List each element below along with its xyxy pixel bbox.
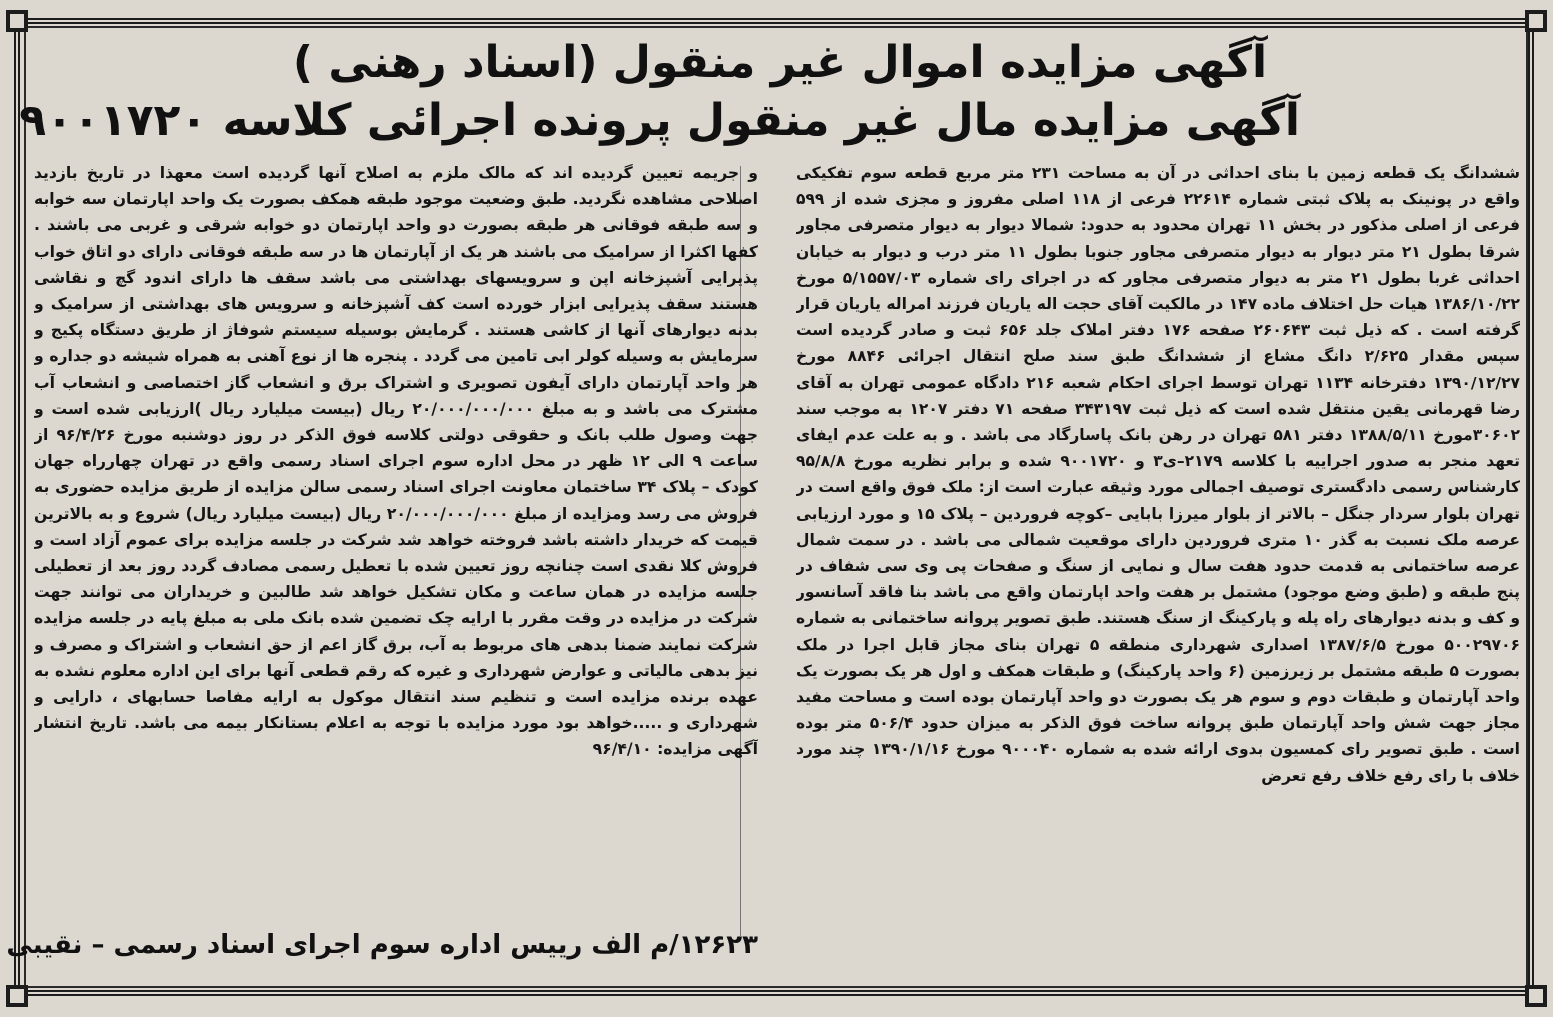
announcement-title [19, 34, 1300, 150]
left-column [34, 160, 758, 950]
right-column-text: ششدانگ یک قطعه زمین با بنای احداثی در آن به مساحت ۲۳۱ متر مربع قطعه سوم تفکیکی واقع در پونینک به پلاک ثبتی شماره ۲۲۶۱۴ فرعی از ۱۱۸ اصلی مفروز و مجزی شده از ۵۹۹ فرعی از اصلی مذکور در بخش ۱۱ تهران محدود به حدود: شمالا دیوار به دیوار متصرفی مجاور شرقا بطول ۲۱ متر دیوار به دیوار متصرفی مجاور جنوبا بطول ۱۱ متر درب و دیوار به خیابان احداثی غربا بطول ۲۱ متر به دیوار متصرفی مجاور که در اجرای رای شماره ۵/۱۵۵۷/۰۳ مورخ ۱۳۸۶/۱۰/۲۲ هیات حل اختلاف ماده ۱۴۷ در مالکیت آقای حجت اله یاریان فرزند امراله یاریان قرار گرفته است . که ذیل ثبت ۲۶۰۶۴۳ صفحه ۱۷۶ دفتر املاک جلد ۶۵۶ ثبت و صادر گردیده است سپس مقدار ۲/۶۲۵ دانگ مشاع از ششدانگ طبق سند صلح انتقال اجرائی ۸۸۴۶ مورخ ۱۳۹۰/۱۲/۲۷ دفترخانه ۱۱۳۴ تهران توسط اجرای احکام شعبه ۲۱۶ دادگاه عمومی تهران به آقای رضا قهرمانی یقین منتقل شده است که ذیل ثبت ۳۴۳۱۹۷ صفحه ۷۱ دفتر ۱۲۰۷ به موجب سند ۳۰۶۰۲مورخ ۱۳۸۸/۵/۱۱ دفتر ۵۸۱ تهران در رهن بانک پاسارگاد می باشد . و به علت عدم ایفای تعهد منجر به صدور اجراییه با کلاسه ۲۱۷۹–ی۳ و ۹۰۰۱۷۲۰ شده و برابر نظریه مورخ ۹۵/۸/۸ کارشناس رسمی دادگستری توصیف اجمالی مورد وثیقه عبارت است از: ملک فوق واقع است در تهران بلوار سردار جنگل – بالاتر از بلوار میرزا بابایی –کوچه فروردین – پلاک ۱۵ و مورد ارزیابی عرصه ملک نسبت به گذر ۱۰ متری فروردین دارای موقعیت شمالی می باشد . در سمت شمال عرصه ساختمانی به قدمت حدود هفت سال و نمایی از سنگ و صفحات پی وی سی شفاف در پنج طبقه و (طبق وضع موجود) مشتمل بر هفت واحد اپارتمان واقع می باشد بنا فاقد آسانسور و کف و بدنه دیوارهای راه پله و پارکینگ از سنگ هستند. طبق تصویر پروانه ساختمانی به شماره ۵۰۰۲۹۷۰۶ مورخ ۱۳۸۷/۶/۵ اصداری شهرداری منطقه ۵ تهران بنای مجاز قابل اجرا در ملک بصورت ۵ طبقه مشتمل بر زیرزمین (۶ واحد پارکینگ) و طبقات همکف و اول هر یک بصورت یک واحد آپارتمان و طبقات دوم و سوم هر یک بصورت دو واحد آپارتمان بوده است و مساحت مفید مجاز جهت شش واحد آپارتمان طبق پروانه ساخت فوق الذکر به میزان حدود ۵۰۶/۴ متر بوده است . طبق تصویر رای کمسیون بدوی ارائه شده به شماره ۹۰۰۰۴۰ مورخ ۱۳۹۰/۱/۱۶ چند مورد خلاف با رای رفع خلاف رفع تعرض [796, 164, 1520, 785]
title-line-2: آگهی مزایده مال غیر منقول پرونده اجرائی کلاسه ۹۰۰۱۷۲۰ [19, 95, 1300, 146]
signature-line: ۱۲۶۲۳/م الف رییس اداره سوم اجرای اسناد رسمی – نقیبی [6, 930, 758, 960]
corner-ornament [1525, 10, 1547, 32]
title-line-1: آگهی مزایده اموال غیر منقول (اسناد رهنی ) [292, 37, 1268, 88]
corner-ornament [6, 10, 28, 32]
corner-ornament [6, 985, 28, 1007]
left-column-text: و جریمه تعیین گردیده اند که مالک ملزم به اصلاح آنها گردیده است معهذا در تاریخ بازدید اصلاحی مشاهده نگردید. طبق وضعیت موجود طبقه همکف بصورت یک واحد اپارتمان سه خوابه و سه طبقه فوقانی هر طبقه بصورت دو واحد اپارتمان دو خوابه شرقی و غربی می باشند . کفها اکثرا از سرامیک می باشند هر یک از آپارتمان ها در سه طبقه فوقانی دارای دو اتاق خواب پذیرایی آشپزخانه اپن و سرویسهای بهداشتی می باشد سقف ها دارای اندود گچ و نقاشی هستند سقف پذیرایی ابزار خورده است کف آشپزخانه و سرویس های بهداشتی از سرامیک و بدنه دیوارهای آنها از کاشی هستند . گرمایش بوسیله سیستم شوفاژ از طریق دستگاه پکیج و سرمایش به وسیله کولر ابی تامین می گردد . پنجره ها از نوع آهنی به همراه شیشه دو جداره و هر واحد آپارتمان دارای آیفون تصویری و اشتراک برق و انشعاب گاز اختصاصی و انشعاب آب مشترک می باشد و به مبلغ ۲۰/۰۰۰/۰۰۰/۰۰۰ ریال (بیست میلیارد ریال )ارزیابی شده است و جهت وصول طلب بانک و حقوقی دولتی کلاسه فوق الذکر در روز دوشنبه مورخ ۹۶/۴/۲۶ از ساعت ۹ الی ۱۲ ظهر در محل اداره سوم اجرای اسناد رسمی واقع در تهران چهارراه جهان کودک – پلاک ۳۴ ساختمان معاونت اجرای اسناد رسمی سالن مزایده از طریق مزایده حضوری به فروش می رسد ومزایده از مبلغ ۲۰/۰۰۰/۰۰۰/۰۰۰ ریال (بیست میلیارد ریال) شروع و به بالاترین قیمت که خریدار داشته باشد فروخته خواهد شد شرکت در جلسه مزایده برای عموم آزاد است و فروش کلا نقدی است چنانچه روز تعیین شده با تعطیل رسمی مصادف گردد روز بعد از تعطیلی جلسه مزایده در همان ساعت و مکان تشکیل خواهد شد طالبین و خریداران می توانند جهت شرکت در مزایده در وقت مقرر با ارایه چک تضمین شده بانک ملی به مبلغ پایه در جلسه مزایده شرکت نمایند ضمنا بدهی های مربوط به آب، برق گاز اعم از حق انشعاب و اشتراک و مصرف و نیز بدهی مالیاتی و عوارض شهرداری و غیره که رقم قطعی آنها برای این اداره معلوم نشده به عهده برنده مزایده است و تنظیم سند انتقال موکول به ارایه مفاصا حسابهای ، دارایی و شهرداری و .....خواهد بود مورد مزایده با توجه به اعلام بستانکار بیمه می باشد. تاریخ انتشار آگهی مزایده: ۹۶/۴/۱۰ [34, 164, 758, 759]
corner-ornament [1525, 985, 1547, 1007]
announcement-body [34, 160, 1520, 950]
right-column [796, 160, 1520, 950]
